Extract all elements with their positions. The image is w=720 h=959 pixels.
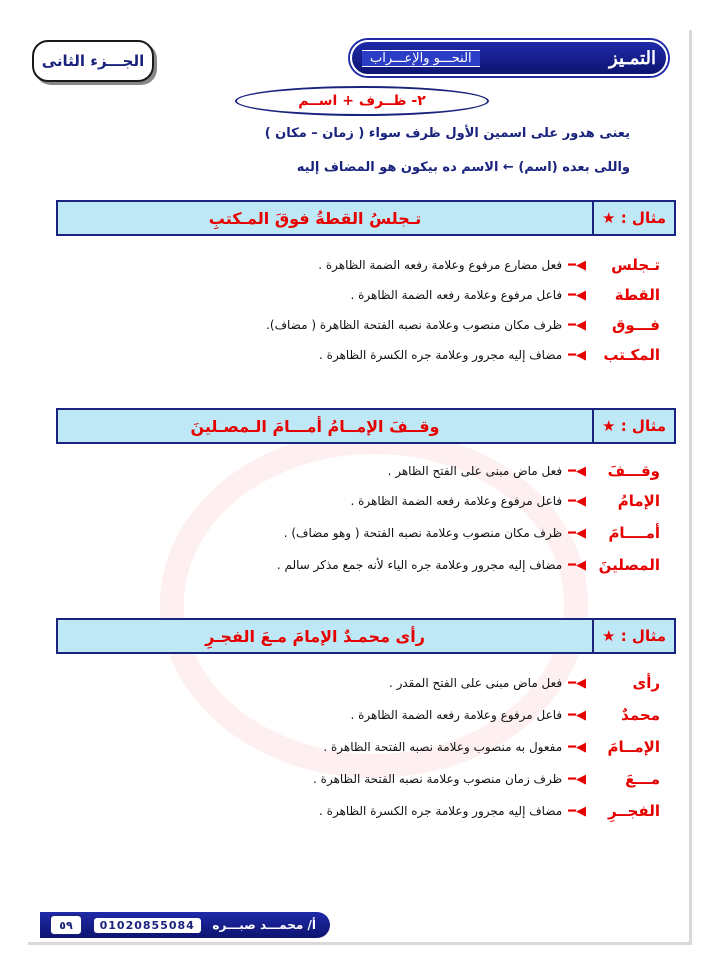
header-band <box>350 40 668 76</box>
example-box-3 <box>56 618 676 654</box>
parsed-word: المصلينَ <box>598 556 660 574</box>
parsed-word: الإمــامَ <box>607 738 660 756</box>
footer-band <box>40 912 330 938</box>
list-item <box>100 524 660 542</box>
list-item <box>100 556 660 574</box>
list-item <box>100 286 660 304</box>
parsed-word: أمــــامَ <box>608 524 660 542</box>
arrow-left-icon: ◀━ <box>568 675 586 691</box>
list-item <box>100 256 660 274</box>
example-sentence: تـجلسُ القطةُ فوقَ المـكتبِ <box>208 208 422 228</box>
list-item <box>100 462 660 480</box>
list-item <box>100 316 660 334</box>
intro-line-1: يعنى هدور على اسمين الأول ظرف سواء ( زمان – مكان ) <box>264 126 630 141</box>
parsing-text: فعل ماض مبنى على الفتح الظاهر . <box>387 464 563 478</box>
arrow-left-icon: ◀━ <box>568 771 586 787</box>
example-label: مثال : ★ <box>592 410 674 442</box>
parsed-word: مـــعَ <box>625 770 660 788</box>
section-title-oval <box>235 86 489 116</box>
arrow-left-icon: ◀━ <box>568 493 586 509</box>
section-title: ٢- ظــرف + اســم <box>298 93 426 109</box>
list-item <box>100 492 660 510</box>
author-name: أ/ محمـــد صبـــره <box>212 918 316 932</box>
list-item <box>100 706 660 724</box>
list-item <box>100 346 660 364</box>
parsed-word: وقـــفَ <box>607 462 660 480</box>
parsed-word: تـجلس <box>611 256 660 274</box>
arrow-left-icon: ◀━ <box>568 557 586 573</box>
parsed-word: الفجــرِ <box>608 802 660 820</box>
page-number: ٥٩ <box>50 915 82 935</box>
arrow-left-icon: ◀━ <box>568 347 586 363</box>
parsed-word: فـــوق <box>611 316 660 334</box>
parsing-text: مضاف إليه مجرور وعلامة جره الكسرة الظاهرة . <box>319 348 563 362</box>
arrow-left-icon: ◀━ <box>568 803 586 819</box>
parsing-text: فعل مضارع مرفوع وعلامة رفعه الضمة الظاهرة . <box>318 258 563 272</box>
parsed-word: الإمامُ <box>617 492 660 510</box>
list-item <box>100 770 660 788</box>
part-label <box>32 40 154 82</box>
list-item <box>100 674 660 692</box>
arrow-left-icon: ◀━ <box>568 317 586 333</box>
arrow-left-icon: ◀━ <box>568 257 586 273</box>
parsed-word: رأى <box>632 674 660 692</box>
example-box-2 <box>56 408 676 444</box>
parsed-word: القطة <box>614 286 660 304</box>
part-text: الجـــزء الثانى <box>41 52 145 70</box>
parsing-text: ظرف مكان منصوب وعلامة نصبه الفتحة الظاهرة ( مضاف). <box>266 318 563 332</box>
parsing-text: مضاف إليه مجرور وعلامة جره الكسرة الظاهرة . <box>319 804 563 818</box>
example-sentence: وقــفَ الإمــامُ أمـــامَ الـمصـلينَ <box>190 416 440 436</box>
arrow-left-icon: ◀━ <box>568 525 586 541</box>
arrow-left-icon: ◀━ <box>568 463 586 479</box>
example-box-1 <box>56 200 676 236</box>
example-label: مثال : ★ <box>592 202 674 234</box>
logo-text: التمـيز <box>609 47 656 69</box>
intro-line-2: واللى بعده (اسم) ← الاسم ده بيكون هو المضاف إليه <box>296 160 630 175</box>
parsing-text: فاعل مرفوع وعلامة رفعه الضمة الظاهرة . <box>350 288 563 302</box>
list-item <box>100 802 660 820</box>
parsed-word: المكـتب <box>603 346 660 364</box>
parsing-text: ظرف زمان منصوب وعلامة نصبه الفتحة الظاهرة . <box>313 772 563 786</box>
phone-number: 01020855084 <box>94 918 201 933</box>
parsing-text: فعل ماض مبنى على الفتح المقدر . <box>388 676 563 690</box>
parsing-text: ظرف مكان منصوب وعلامة نصبه الفتحة ( وهو مضاف) . <box>283 526 563 540</box>
parsed-word: محمدٌ <box>621 706 660 724</box>
subject-title: النحـــو والإعـــراب <box>362 50 480 67</box>
parsing-text: مضاف إليه مجرور وعلامة جره الياء لأنه جمع مذكر سالم . <box>276 558 563 572</box>
example-sentence: رأى محمـدٌ الإمامَ مـعَ الفجـرِ <box>205 626 425 646</box>
arrow-left-icon: ◀━ <box>568 287 586 303</box>
arrow-left-icon: ◀━ <box>568 707 586 723</box>
parsing-text: فاعل مرفوع وعلامة رفعه الضمة الظاهرة . <box>350 708 563 722</box>
example-label: مثال : ★ <box>592 620 674 652</box>
list-item <box>100 738 660 756</box>
parsing-text: مفعول به منصوب وعلامة نصبه الفتحة الظاهرة . <box>323 740 563 754</box>
parsing-text: فاعل مرفوع وعلامة رفعه الضمة الظاهرة . <box>350 494 563 508</box>
arrow-left-icon: ◀━ <box>568 739 586 755</box>
